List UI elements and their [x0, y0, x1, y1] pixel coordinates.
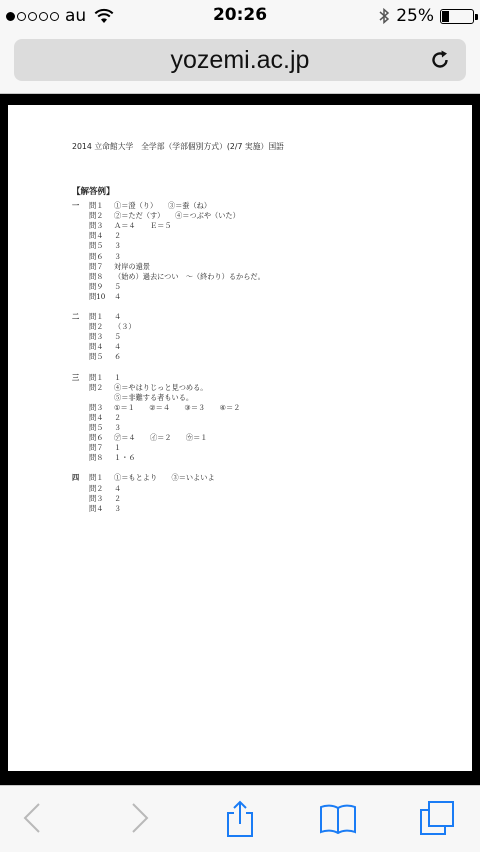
question-number: 問２ [89, 382, 104, 392]
question-number: 問９ [89, 281, 104, 291]
question-number: 問４ [89, 342, 104, 352]
url-text: yozemi.ac.jp [170, 46, 310, 74]
answer-text: ４ [114, 342, 122, 352]
question-number: 問５ [89, 241, 104, 251]
question-number: 問３ [89, 493, 104, 503]
answer-text: ５ [114, 281, 122, 291]
section-number: 一 [72, 201, 80, 210]
question-number: 問５ [89, 352, 104, 362]
answer-text: ①＝１ ②＝４ ③＝３ ④＝２ [114, 402, 241, 412]
browser-toolbar [0, 785, 480, 852]
answer-text: １ [114, 372, 122, 382]
answer-text: ⑤＝非難する者もいる。 [114, 392, 194, 402]
answer-text: ①＝もとより ③＝いよいよ [114, 473, 215, 483]
back-icon [14, 798, 54, 838]
question-number: 問６ [89, 251, 104, 261]
question-number: 問１ [89, 201, 104, 210]
section-number: 二 [72, 312, 80, 321]
answer-text: ２ [114, 231, 122, 241]
question-number: 問３ [89, 221, 104, 231]
bluetooth-icon [378, 7, 390, 25]
carrier-name: au [65, 6, 87, 26]
answer-text: ４ [114, 483, 122, 493]
answer-text: ４ [114, 291, 122, 301]
question-number: 問１ [89, 312, 104, 321]
forward-button[interactable] [118, 798, 158, 838]
document-title: 2014 立命館大学 全学部（学部個別方式）(2/7 実施）国語 [72, 142, 284, 151]
question-number: 問５ [89, 423, 104, 432]
question-number: 問７ [89, 443, 104, 453]
reload-icon[interactable] [428, 48, 452, 72]
pdf-page [8, 105, 472, 771]
answer-text: ６ [114, 352, 122, 362]
answer-text: ３ [114, 251, 122, 261]
answer-text: （始め）過去につい ～（終わり）るからだ。 [114, 271, 265, 281]
question-number: 問10 [89, 291, 106, 301]
answer-text: ①＝澄（り） ③＝蚕（ね） [114, 201, 212, 210]
bookmarks-button[interactable] [318, 798, 358, 838]
question-number: 問２ [89, 322, 104, 332]
status-right [378, 6, 474, 26]
question-number: 問１ [89, 473, 104, 483]
battery-percent: 25% [396, 6, 434, 26]
battery-icon [440, 9, 474, 24]
answer-text: １ [114, 443, 122, 453]
answer-text: Ａ＝４ Ｅ＝５ [114, 221, 172, 231]
tabs-button[interactable] [416, 798, 456, 838]
answer-text: １・６ [114, 453, 136, 463]
tabs-icon [416, 798, 456, 838]
answer-text: 対岸の遠景 [114, 261, 150, 271]
back-button[interactable] [14, 798, 54, 838]
question-number: 問２ [89, 211, 104, 221]
question-number: 問４ [89, 412, 104, 422]
address-bar-area [0, 32, 480, 94]
share-button[interactable] [220, 798, 260, 838]
answer-text: （３） [114, 322, 136, 332]
address-field[interactable] [14, 39, 466, 81]
answer-text: ②＝ただ（す） ④＝つぶや（いた） [114, 211, 240, 221]
answer-text: ３ [114, 241, 122, 251]
answer-text: ㋐＝４ ㋑＝２ ㋒＝１ [114, 433, 208, 443]
question-number: 問３ [89, 402, 104, 412]
answer-text: ２ [114, 412, 122, 422]
bookmarks-icon [318, 798, 358, 838]
answer-text: ３ [114, 503, 122, 513]
question-number: 問７ [89, 261, 104, 271]
share-icon [220, 798, 260, 838]
question-number: 問１ [89, 372, 104, 382]
pdf-viewer[interactable] [0, 95, 480, 785]
question-number: 問３ [89, 332, 104, 342]
question-number: 問６ [89, 433, 104, 443]
status-bar [0, 0, 480, 32]
section-number: 三 [72, 372, 80, 382]
answer-text: ４ [114, 312, 122, 321]
section-number: 四 [72, 473, 80, 483]
question-number: 問２ [89, 483, 104, 493]
answer-text: ３ [114, 423, 122, 432]
status-time: 20:26 [212, 5, 268, 25]
answer-heading: 【解答例】 [72, 187, 115, 197]
answer-text: ２ [114, 493, 122, 503]
question-number: 問４ [89, 231, 104, 241]
question-number: 問４ [89, 503, 104, 513]
answer-text: ④＝やはりじっと見つめる。 [114, 382, 208, 392]
question-number: 問８ [89, 453, 104, 463]
question-number: 問８ [89, 271, 104, 281]
forward-icon [118, 798, 158, 838]
answer-text: ５ [114, 332, 122, 342]
